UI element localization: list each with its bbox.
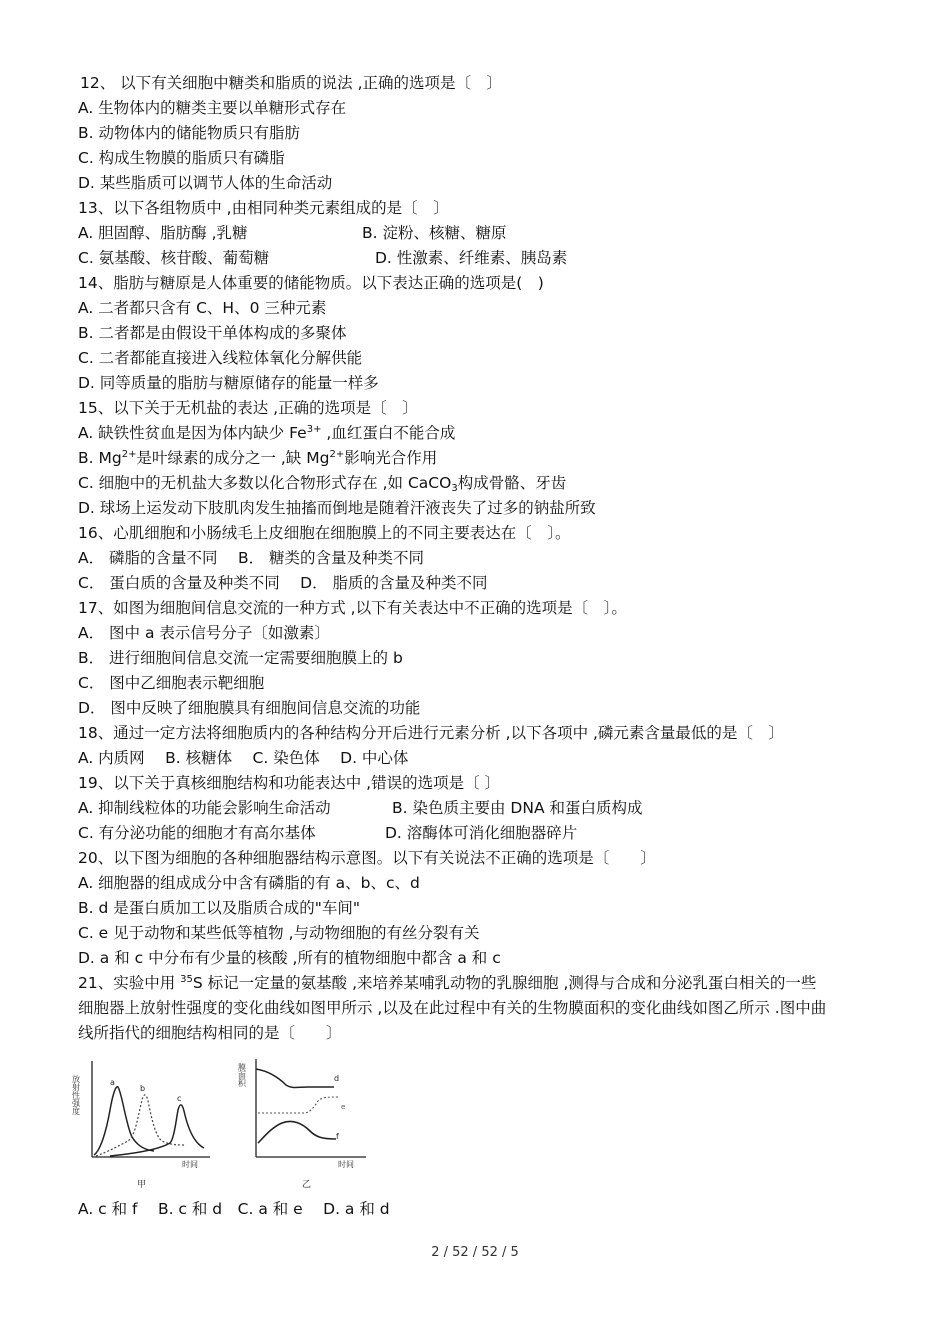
q15-option-b: B. $Mg^{2+}$是叶绿素的成分之一 ,缺 $Mg^{2+}$影响光合作用 xyxy=(78,449,438,467)
q15-option-d: D. 球场上运发动下肢肌肉发生抽搐而倒地是随着汗液丧失了过多的钠盐所致 xyxy=(78,499,596,517)
q12-option-c: C. 构成生物膜的脂质只有磷脂 xyxy=(78,149,285,167)
figure-yi xyxy=(238,1055,378,1190)
q14-option-d: D. 同等质量的脂肪与糖原储存的能量一样多 xyxy=(78,374,379,392)
q16-options-cd: C． 蛋白质的含量及种类不同 D． 脂质的含量及种类不同 xyxy=(78,574,488,592)
q21-options: A. c 和 f B. c 和 d C. a 和 e D. a 和 d xyxy=(78,1200,390,1218)
q20-option-c: C. e 见于动物和某些低等植物 ,与动物细胞的有丝分裂有关 xyxy=(78,924,480,942)
q13-option-a: A. 胆固醇、脂肪酶 ,乳糖 xyxy=(78,224,248,242)
q20-stem: 20、以下图为细胞的各种细胞器结构示意图。以下有关说法不正确的选项是〔 〕 xyxy=(78,849,656,867)
yi-label-d: d xyxy=(334,1074,340,1083)
q21-stem-line3: 线所指代的细胞结构相同的是〔 〕 xyxy=(78,1024,342,1042)
yi-y-label: 膜面积 xyxy=(238,1063,247,1087)
q17-option-c: C． 图中乙细胞表示靶细胞 xyxy=(78,674,265,692)
q19-option-d: D. 溶酶体可消化细胞器碎片 xyxy=(385,824,578,842)
jia-label-a: a xyxy=(110,1078,115,1087)
q17-option-b: B． 进行细胞间信息交流一定需要细胞膜上的 b xyxy=(78,649,403,667)
q12-option-a: A. 生物体内的糖类主要以单糖形式存在 xyxy=(78,99,347,117)
page-footer: 2 / 52 / 52 / 5 xyxy=(431,1245,519,1260)
q21-stem-line1: 21、实验中用 $^{35}$S 标记一定量的氨基酸 ,来培养某哺乳动物的乳腺细胞 ,测得与合成和分泌乳蛋白相关的一些 xyxy=(78,974,817,992)
q17-option-a: A． 图中 a 表示信号分子〔如激素〕 xyxy=(78,624,330,642)
jia-label-c: c xyxy=(177,1094,182,1103)
q15-stem: 15、以下关于无机盐的表达 ,正确的选项是〔 〕 xyxy=(78,399,418,417)
jia-x-label: 时间 xyxy=(182,1160,198,1169)
yi-curve-f xyxy=(258,1121,336,1143)
jia-y-label: 放射性强度 xyxy=(71,1075,81,1115)
jia-caption: 甲 xyxy=(137,1180,147,1190)
yi-curve-d xyxy=(256,1069,334,1088)
q14-option-a: A. 二者都只含有 C、H、0 三种元素 xyxy=(78,299,327,317)
q20-option-a: A. 细胞器的组成成分中含有磷脂的有 a、b、c、d xyxy=(78,874,420,892)
figure-jia xyxy=(70,1055,220,1190)
yi-label-e: e xyxy=(341,1103,346,1111)
q14-stem: 14、脂肪与糖原是人体重要的储能物质。以下表达正确的选项是( ) xyxy=(78,274,544,292)
q12-option-d: D. 某些脂质可以调节人体的生命活动 xyxy=(78,174,333,192)
q15-option-c: C. 细胞中的无机盐大多数以化合物形式存在 ,如 CaCO$_3$构成骨骼、牙齿 xyxy=(78,474,567,494)
q20-option-b: B. d 是蛋白质加工以及脂质合成的"车间" xyxy=(78,899,361,917)
q12-stem: 12、 以下有关细胞中糖类和脂质的说法 ,正确的选项是〔 〕 xyxy=(80,74,503,92)
q16-options-ab: A． 磷脂的含量不同 B． 糖类的含量及种类不同 xyxy=(78,549,425,567)
yi-caption: 乙 xyxy=(302,1180,312,1190)
q16-stem: 16、心肌细胞和小肠绒毛上皮细胞在细胞膜上的不同主要表达在〔 〕。 xyxy=(78,524,571,542)
q20-option-d: D. a 和 c 中分布有少量的核酸 ,所有的植物细胞中都含 a 和 c xyxy=(78,949,501,967)
q18-options: A. 内质网 B. 核糖体 C. 染色体 D. 中心体 xyxy=(78,749,409,767)
q19-option-b: B. 染色质主要由 DNA 和蛋白质构成 xyxy=(392,799,643,817)
q19-option-a: A. 抑制线粒体的功能会影响生命活动 xyxy=(78,799,331,817)
yi-x-label: 时间 xyxy=(338,1160,354,1169)
q14-option-c: C. 二者都能直接进入线粒体氧化分解供能 xyxy=(78,349,363,367)
q13-option-b: B. 淀粉、核糖、糖原 xyxy=(362,224,507,242)
jia-label-b: b xyxy=(140,1084,146,1093)
yi-curve-e xyxy=(258,1097,338,1113)
q21-stem-line2: 细胞器上放射性强度的变化曲线如图甲所示 ,以及在此过程中有关的生物膜面积的变化曲线如图乙所示 .图中曲 xyxy=(78,999,827,1017)
q18-stem: 18、通过一定方法将细胞质内的各种结构分开后进行元素分析 ,以下各项中 ,磷元素含量最低的是〔 〕 xyxy=(78,724,784,742)
q19-option-c: C. 有分泌功能的细胞才有高尔基体 xyxy=(78,824,316,842)
q13-option-c: C. 氨基酸、核苷酸、葡萄糖 xyxy=(78,249,270,267)
yi-label-f: f xyxy=(336,1132,339,1141)
q17-stem: 17、如图为细胞间信息交流的一种方式 ,以下有关表达中不正确的选项是〔 〕。 xyxy=(78,599,627,617)
q13-stem: 13、以下各组物质中 ,由相同种类元素组成的是〔 〕 xyxy=(78,199,449,217)
q12-option-b: B. 动物体内的储能物质只有脂肪 xyxy=(78,124,300,142)
q15-option-a: A. 缺铁性贫血是因为体内缺少 $Fe^{3+}$ ,血红蛋白不能合成 xyxy=(78,424,456,442)
q19-stem: 19、以下关于真核细胞结构和功能表达中 ,错误的选项是〔 〕 xyxy=(78,774,501,792)
q17-option-d: D． 图中反映了细胞膜具有细胞间信息交流的功能 xyxy=(78,699,421,717)
jia-curve-a xyxy=(94,1087,154,1155)
q13-option-d: D. 性激素、纤维素、胰岛素 xyxy=(375,249,568,267)
q14-option-b: B. 二者都是由假设干单体构成的多聚体 xyxy=(78,324,347,342)
jia-curve-c xyxy=(110,1105,204,1156)
